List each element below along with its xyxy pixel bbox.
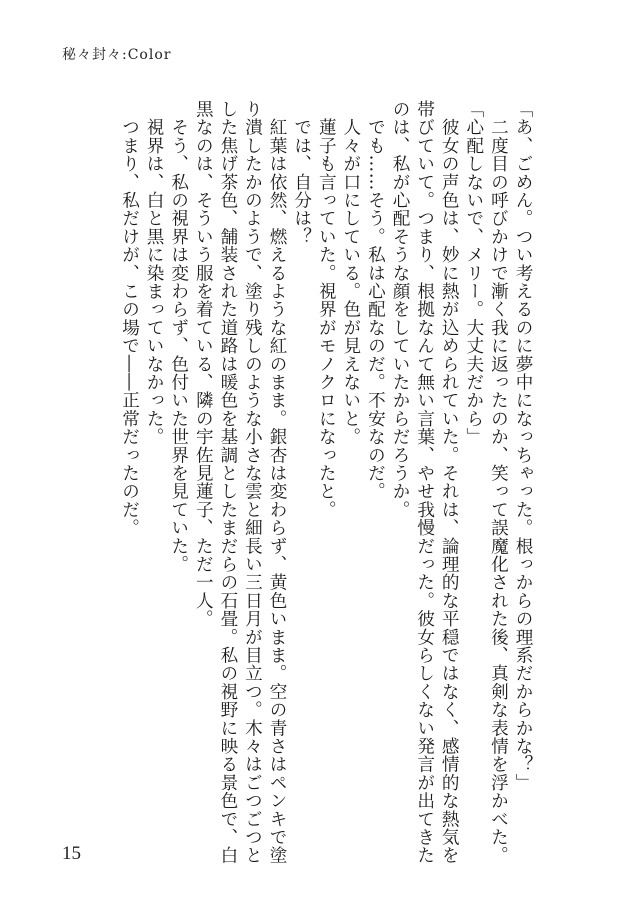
text-line: 人々が口にしている。色が見えないと。: [340, 100, 361, 446]
text-line: 「心配しないで、メリー。大丈夫だから」: [463, 100, 484, 446]
text-line: 帯びていて。つまり、根拠なんて無い言葉、やせ我慢だった。彼女らしくない発言が出てきた: [414, 100, 435, 865]
text-line: 彼女の声色は、妙に熱が込められていた。それは、論理的な平穏ではなく、感情的な熱気を: [439, 100, 460, 865]
text-line: 二度目の呼びかけで漸く我に返ったのか、笑って誤魔化された後、真剣な表情を浮かべた。: [488, 100, 509, 865]
text-line: した焦げ茶色、舗装された道路は暖色を基調としたまだらの石畳。私の視野に映る景色で、白: [217, 100, 238, 865]
text-line: 「あ、ごめん。つい考えるのに夢中になっちゃった。根っからの理系だからかな？」: [513, 100, 533, 792]
text-line: 蓮子も言っていた。視界がモノクロになったと。: [316, 100, 337, 519]
text-line: 黒なのは、そういう服を着ている、隣の宇佐見蓮子、ただ一人。: [193, 100, 214, 628]
page-number: 15: [62, 843, 81, 864]
text-line: そう、私の視界は変わらず、色付いた世界を見ていた。: [168, 100, 189, 574]
text-line: では、自分は？: [291, 100, 312, 246]
text-line: のは、私が心配そうな顔をしていたからだろうか。: [390, 100, 411, 519]
text-line: 紅葉は依然、燃えるような紅のまま。銀杏は変わらず、黄色いまま。空の青さはペンキで塗: [267, 100, 288, 865]
text-line: でも……そう。私は心配なのだ。不安なのだ。: [365, 100, 386, 501]
text-line: つまり、私だけが、この場で――正常だったのだ。: [119, 100, 140, 537]
text-line: り潰したかのようで、塗り残しのような小さな雲と細長い三日月が目立つ。木々はごつごつと: [242, 100, 263, 865]
vertical-text-body: [117, 100, 535, 865]
book-title-header: 秘々封々:Color: [62, 47, 172, 63]
text-line: 視界は、白と黒に染まっていなかった。: [144, 100, 165, 446]
